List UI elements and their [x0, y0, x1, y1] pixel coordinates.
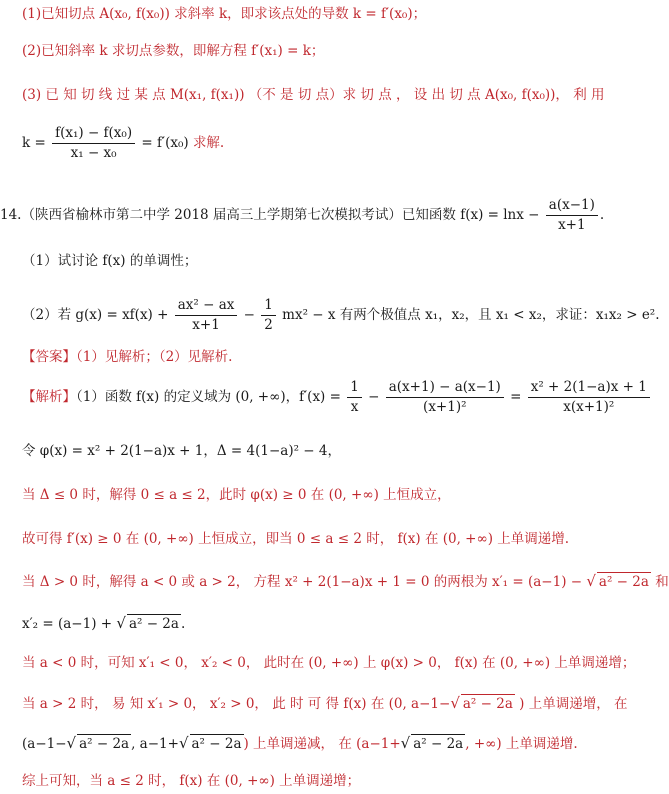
- solution-text-1: （1）函数 f(x) 的定义域为 (0, +∞)，f′(x) =: [76, 389, 341, 405]
- sq2-minus: −: [243, 307, 255, 323]
- solution-line-5: 当 Δ > 0 时，解得 a < 0 或 a > 2， 方程 x² + 2(1−a)x + 1 = 0 的两根为 x′₁ = (a−1) − √ a² − 2a 和: [22, 572, 669, 590]
- slope-numerator: f(x₁) − f(x₀): [52, 124, 135, 144]
- root2-period: .: [180, 616, 186, 632]
- sq2-denominator: x+1: [192, 317, 220, 333]
- slope-fraction: [52, 124, 135, 163]
- slope-denominator: x₁ − x₀: [70, 145, 117, 161]
- line8-text: 当 a > 2 时， 易 知 x′₁ > 0， x′₂ > 0， 此 时 可 得 f(x) 在 (0, a−1−: [22, 696, 451, 712]
- line9-radicand-2: a² − 2a: [191, 736, 242, 752]
- problem-14-text: 14.（陕西省榆林市第二中学 2018 届高三上学期第七次模拟考试）已知函数 f(x) = lnx −: [0, 207, 540, 223]
- sol-f3-den: x(x+1)²: [563, 399, 615, 415]
- solution-line-1: [22, 378, 652, 417]
- subquestion-1: （1）试讨论 f(x) 的单调性；: [22, 253, 198, 269]
- slope-solve-text: 求解.: [192, 135, 225, 151]
- answer-line: 【答案】（1）见解析；（2）见解析.: [22, 349, 233, 365]
- solution-line-7: 当 a < 0 时，可知 x′₁ < 0， x′₂ < 0， 此时在 (0, +∞) 上 φ(x) > 0， f(x) 在 (0, +∞) 上单调递增；: [22, 655, 636, 671]
- root-radicand-1: a² − 2a: [598, 574, 649, 590]
- sol-minus: −: [368, 389, 380, 405]
- line9-radicand-1: a² − 2a: [79, 736, 130, 752]
- solution-line-2: 令 φ(x) = x² + 2(1−a)x + 1，Δ = 4(1−a)² − 4，: [22, 443, 341, 459]
- solution-frac-1: [347, 378, 362, 417]
- solution-frac-2: [386, 378, 504, 417]
- line9-tail: , +∞) 上单调递增.: [465, 736, 578, 752]
- half-fraction: [261, 296, 276, 335]
- sol-eq: =: [510, 389, 522, 405]
- slope-formula: [22, 124, 224, 163]
- solution-line-9: (a−1−√ a² − 2a , a−1+√ a² − 2a ) 上单调递减， 在 (a−1+√ a² − 2a , +∞) 上单调递增.: [22, 734, 578, 752]
- sq2-numerator: ax² − ax: [175, 296, 238, 316]
- solution-line-4: 故可得 f′(x) ≥ 0 在 (0, +∞) 上恒成立，即当 0 ≤ a ≤ 2 时， f(x) 在 (0, +∞) 上单调递增.: [22, 531, 570, 547]
- half-denominator: 2: [264, 317, 273, 333]
- sol-f3-num: x² + 2(1−a)x + 1: [528, 378, 650, 398]
- note-line-2: (2)已知斜率 k 求切点参数，即解方程 f′(x₁) = k；: [22, 43, 325, 59]
- problem-14-fraction: [546, 196, 598, 235]
- root-radicand-2: a² − 2a: [128, 616, 179, 632]
- subquestion-2-tail: mx² − x 有两个极值点 x₁，x₂，且 x₁ < x₂，求证：x₁x₂ > e².: [282, 307, 660, 323]
- sol-f2-den: (x+1)²: [423, 399, 467, 415]
- sol-f2-num: a(x+1) − a(x−1): [386, 378, 504, 398]
- sol-f1-num: 1: [347, 378, 362, 398]
- solution-line-8: 当 a > 2 时， 易 知 x′₁ > 0， x′₂ > 0， 此 时 可 得 f(x) 在 (0, a−1−√ a² − 2a ) 上单调递增， 在: [22, 694, 628, 712]
- line9-radicand-3: a² − 2a: [413, 736, 464, 752]
- solution-line-10: 综上可知，当 a ≤ 2 时， f(x) 在 (0, +∞) 上单调递增；: [22, 773, 361, 789]
- half-numerator: 1: [261, 296, 276, 316]
- note-line-1: (1)已知切点 A(x₀, f(x₀)) 求斜率 k，即求该点处的导数 k = f′(x₀)；: [22, 6, 427, 22]
- slope-tail: = f′(x₀): [141, 135, 189, 151]
- solution-frac-3: [528, 378, 650, 417]
- sol-f1-den: x: [350, 399, 359, 415]
- subquestion-2-lead: （2）若 g(x) = xf(x) +: [22, 307, 169, 323]
- root2-text: x′₂ = (a−1) +: [22, 616, 113, 632]
- line9-lead: (a−1−: [22, 736, 67, 752]
- solution-tag: 【解析】: [22, 389, 76, 405]
- line8-tail: ) 上单调递增， 在: [519, 696, 628, 712]
- slope-lhs: k =: [22, 135, 46, 151]
- problem-14-denominator: x+1: [558, 217, 586, 233]
- roots-and: 和: [655, 574, 669, 590]
- solution-line-3: 当 Δ ≤ 0 时，解得 0 ≤ a ≤ 2，此时 φ(x) ≥ 0 在 (0, +∞) 上恒成立，: [22, 487, 451, 503]
- line8-radicand: a² − 2a: [462, 696, 513, 712]
- problem-14-numerator: a(x−1): [546, 196, 598, 216]
- subquestion-2-fraction: [175, 296, 238, 335]
- note-line-3: (3) 已 知 切 线 过 某 点 M(x₁, f(x₁)) （不 是 切 点）求 切 点 ， 设 出 切 点 A(x₀, f(x₀))， 利 用: [22, 87, 605, 103]
- line9-mid2: ) 上单调递减， 在 (a−1+: [243, 736, 401, 752]
- roots-text: 当 Δ > 0 时，解得 a < 0 或 a > 2， 方程 x² + 2(1−a)x + 1 = 0 的两根为 x′₁ = (a−1) −: [22, 574, 583, 590]
- subquestion-2: [22, 296, 660, 335]
- solution-line-6: x′₂ = (a−1) + √ a² − 2a .: [22, 614, 186, 632]
- line9-mid: , a−1+: [131, 736, 179, 752]
- problem-14-title: 14.（陕西省榆林市第二中学 2018 届高三上学期第七次模拟考试）已知函数 f(x) = lnx − $\frac{a(x-1)}{x+1}$ .: [0, 197, 605, 233]
